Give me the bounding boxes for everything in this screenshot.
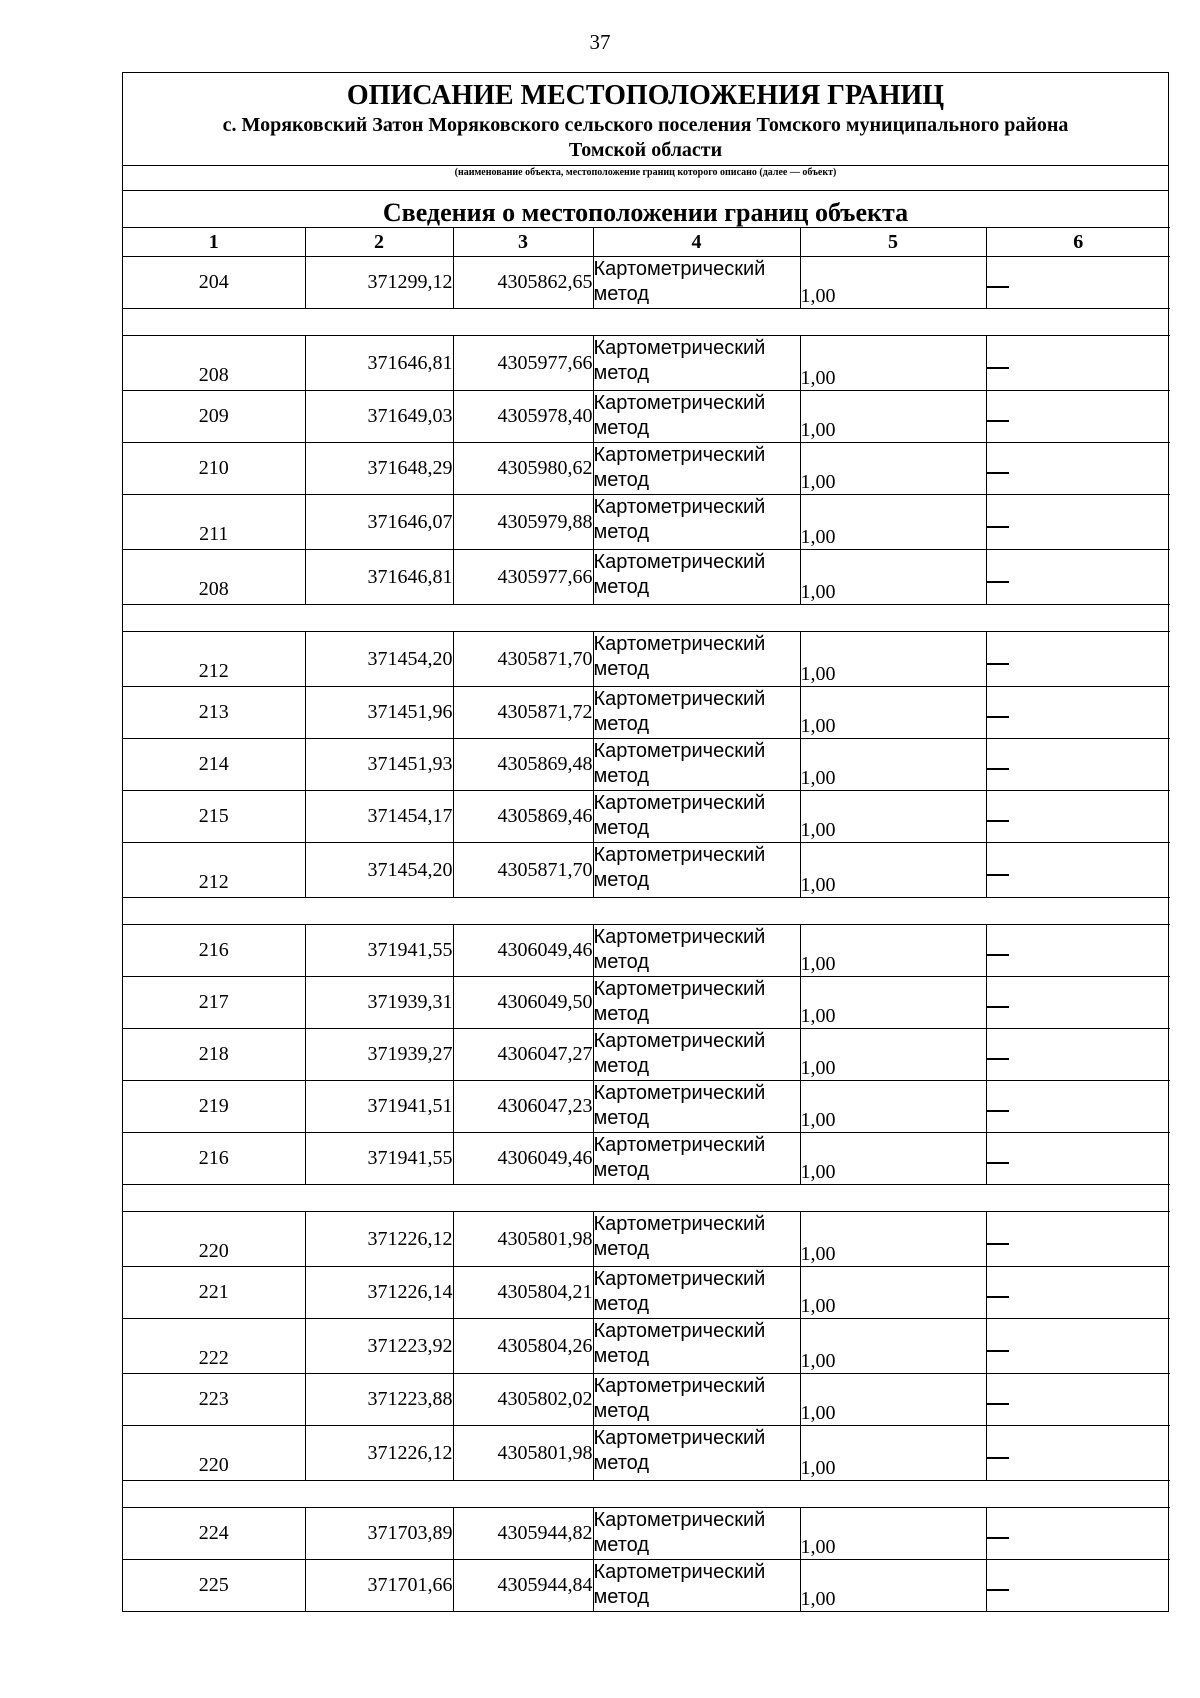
x-coordinate-cell: 371454,20 [305,632,453,687]
accuracy-cell: 1,00 [800,1560,986,1612]
separator-cell [123,898,1170,925]
accuracy-cell: 1,00 [800,550,986,605]
x-coordinate-cell: 371451,96 [305,687,453,739]
method-cell [593,391,800,443]
method-cell [593,791,800,843]
method-line-1: Картометрический [593,844,766,866]
table-row [123,1133,1170,1185]
method-line-1: Картометрический [593,1427,766,1449]
x-coordinate-cell: 371703,89 [305,1508,453,1560]
point-number-cell: 212 [123,632,305,687]
point-number-cell: 223 [123,1374,305,1426]
dash-mark [987,581,1009,583]
method-cell [593,1319,800,1374]
accuracy-cell: 1,00 [800,443,986,495]
y-coordinate-cell: 4305944,82 [453,1508,593,1560]
table-row [123,257,1170,309]
method-line-2: метод [593,417,649,439]
method-line-2: метод [593,469,649,491]
description-cell [986,550,1170,605]
dash-mark [987,1243,1009,1245]
method-line-1: Картометрический [593,688,766,710]
description-cell [986,1029,1170,1081]
dash-mark [987,1403,1009,1405]
method-line-2: метод [593,1534,649,1556]
x-coordinate-cell: 371648,29 [305,443,453,495]
description-cell [986,925,1170,977]
x-coordinate-cell: 371299,12 [305,257,453,309]
method-cell [593,550,800,605]
column-number: 3 [453,228,593,257]
column-number: 1 [123,228,305,257]
accuracy-cell: 1,00 [800,687,986,739]
x-coordinate-cell: 371223,88 [305,1374,453,1426]
dash-mark [987,1350,1009,1352]
method-line-1: Картометрический [593,1320,766,1342]
y-coordinate-cell: 4305804,21 [453,1267,593,1319]
table-row [123,391,1170,443]
method-line-1: Картометрический [593,978,766,1000]
y-coordinate-cell: 4305804,26 [453,1319,593,1374]
subtitle-line-1: с. Моряковский Затон Моряковского сельского поселения Томского муниципального района [222,114,1069,136]
method-line-2: метод [593,576,649,598]
x-coordinate-cell: 371454,20 [305,843,453,898]
point-number-cell: 208 [123,550,305,605]
coordinates-table [123,227,1170,1611]
point-number-cell: 217 [123,977,305,1029]
point-number-cell: 221 [123,1267,305,1319]
section-title: Сведения о местоположении границ объекта [123,190,1168,227]
accuracy-cell: 1,00 [800,791,986,843]
x-coordinate-cell: 371941,55 [305,925,453,977]
x-coordinate-cell: 371223,92 [305,1319,453,1374]
separator-row [123,309,1170,336]
table-row [123,977,1170,1029]
point-number-cell: 209 [123,391,305,443]
accuracy-cell: 1,00 [800,495,986,550]
method-cell [593,1560,800,1612]
dash-mark [987,874,1009,876]
separator-cell [123,1481,1170,1508]
method-line-1: Картометрический [593,337,766,359]
method-cell [593,632,800,687]
table-row [123,687,1170,739]
point-number-cell: 214 [123,739,305,791]
description-cell [986,391,1170,443]
table-row [123,1267,1170,1319]
point-number-cell: 219 [123,1081,305,1133]
document-subtitle [123,113,1168,165]
accuracy-cell: 1,00 [800,925,986,977]
y-coordinate-cell: 4305977,66 [453,550,593,605]
description-cell [986,843,1170,898]
y-coordinate-cell: 4305871,70 [453,632,593,687]
column-number: 2 [305,228,453,257]
description-cell [986,739,1170,791]
separator-row [123,898,1170,925]
accuracy-cell: 1,00 [800,1133,986,1185]
separator-row [123,1481,1170,1508]
accuracy-cell: 1,00 [800,843,986,898]
y-coordinate-cell: 4306047,27 [453,1029,593,1081]
y-coordinate-cell: 4306049,50 [453,977,593,1029]
method-line-2: метод [593,1400,649,1422]
x-coordinate-cell: 371649,03 [305,391,453,443]
method-cell [593,257,800,309]
method-cell [593,739,800,791]
x-coordinate-cell: 371646,07 [305,495,453,550]
method-line-1: Картометрический [593,444,766,466]
dash-mark [987,472,1009,474]
subtitle-line-2: Томской области [568,139,723,161]
y-coordinate-cell: 4306049,46 [453,925,593,977]
description-cell [986,791,1170,843]
table-row [123,791,1170,843]
point-number-cell: 208 [123,336,305,391]
table-row [123,1374,1170,1426]
method-cell [593,1426,800,1481]
table-row [123,1081,1170,1133]
x-coordinate-cell: 371226,12 [305,1426,453,1481]
description-cell [986,1560,1170,1612]
accuracy-cell: 1,00 [800,391,986,443]
method-line-2: метод [593,1055,649,1077]
method-line-1: Картометрический [593,926,766,948]
method-cell [593,443,800,495]
y-coordinate-cell: 4305980,62 [453,443,593,495]
method-line-2: метод [593,658,649,680]
method-line-2: метод [593,1293,649,1315]
dash-mark [987,1058,1009,1060]
dash-mark [987,1006,1009,1008]
point-number-cell: 216 [123,925,305,977]
separator-cell [123,1185,1170,1212]
table-row [123,1212,1170,1267]
coordinates-table-body [123,228,1170,1612]
dash-mark [987,1589,1009,1591]
y-coordinate-cell: 4305979,88 [453,495,593,550]
dash-mark [987,768,1009,770]
column-number: 6 [986,228,1170,257]
method-line-1: Картометрический [593,1268,766,1290]
dash-mark [987,367,1009,369]
table-row [123,495,1170,550]
dash-mark [987,1110,1009,1112]
separator-row [123,605,1170,632]
dash-mark [987,1162,1009,1164]
description-cell [986,257,1170,309]
accuracy-cell: 1,00 [800,1426,986,1481]
method-line-1: Картометрический [593,1375,766,1397]
method-line-1: Картометрический [593,551,766,573]
y-coordinate-cell: 4305977,66 [453,336,593,391]
y-coordinate-cell: 4305978,40 [453,391,593,443]
point-number-cell: 204 [123,257,305,309]
accuracy-cell: 1,00 [800,1081,986,1133]
table-row [123,1508,1170,1560]
x-coordinate-cell: 371226,14 [305,1267,453,1319]
table-row [123,443,1170,495]
table-row [123,925,1170,977]
method-line-2: метод [593,362,649,384]
x-coordinate-cell: 371939,27 [305,1029,453,1081]
y-coordinate-cell: 4305869,46 [453,791,593,843]
method-line-2: метод [593,521,649,543]
method-cell [593,1212,800,1267]
method-line-2: метод [593,817,649,839]
x-coordinate-cell: 371226,12 [305,1212,453,1267]
dash-mark [987,1296,1009,1298]
table-row [123,843,1170,898]
table-row [123,1560,1170,1612]
method-line-1: Картометрический [593,1509,766,1531]
description-cell [986,687,1170,739]
description-cell [986,1374,1170,1426]
x-coordinate-cell: 371646,81 [305,336,453,391]
x-coordinate-cell: 371451,93 [305,739,453,791]
point-number-cell: 216 [123,1133,305,1185]
accuracy-cell: 1,00 [800,632,986,687]
table-row [123,1319,1170,1374]
method-cell [593,843,800,898]
point-number-cell: 220 [123,1212,305,1267]
point-number-cell: 222 [123,1319,305,1374]
table-row [123,739,1170,791]
accuracy-cell: 1,00 [800,1267,986,1319]
accuracy-cell: 1,00 [800,1212,986,1267]
y-coordinate-cell: 4305801,98 [453,1212,593,1267]
dash-mark [987,716,1009,718]
dash-mark [987,663,1009,665]
method-line-1: Картометрический [593,1213,766,1235]
y-coordinate-cell: 4305802,02 [453,1374,593,1426]
method-line-2: метод [593,1452,649,1474]
table-row [123,1426,1170,1481]
accuracy-cell: 1,00 [800,1508,986,1560]
method-line-1: Картометрический [593,392,766,414]
accuracy-cell: 1,00 [800,739,986,791]
description-cell [986,1267,1170,1319]
y-coordinate-cell: 4306047,23 [453,1081,593,1133]
method-line-2: метод [593,283,649,305]
method-line-1: Картометрический [593,740,766,762]
method-cell [593,1081,800,1133]
dash-mark [987,954,1009,956]
y-coordinate-cell: 4305801,98 [453,1426,593,1481]
page-number: 37 [589,30,611,54]
dash-mark [987,420,1009,422]
method-line-1: Картометрический [593,633,766,655]
description-cell [986,336,1170,391]
method-line-2: метод [593,951,649,973]
point-number-cell: 212 [123,843,305,898]
accuracy-cell: 1,00 [800,257,986,309]
method-line-2: метод [593,869,649,891]
method-line-1: Картометрический [593,1134,766,1156]
method-line-1: Картометрический [593,496,766,518]
point-number-cell: 218 [123,1029,305,1081]
object-note: (наименование объекта, местоположение границ которого описано (далее — объект) [123,165,1168,190]
y-coordinate-cell: 4305871,70 [453,843,593,898]
description-cell [986,1426,1170,1481]
point-number-cell: 211 [123,495,305,550]
y-coordinate-cell: 4305871,72 [453,687,593,739]
description-cell [986,632,1170,687]
x-coordinate-cell: 371939,31 [305,977,453,1029]
y-coordinate-cell: 4305862,65 [453,257,593,309]
accuracy-cell: 1,00 [800,336,986,391]
method-line-1: Картометрический [593,1030,766,1052]
x-coordinate-cell: 371701,66 [305,1560,453,1612]
method-line-2: метод [593,1238,649,1260]
method-line-2: метод [593,1159,649,1181]
method-cell [593,1508,800,1560]
method-line-2: метод [593,1345,649,1367]
dash-mark [987,526,1009,528]
x-coordinate-cell: 371941,55 [305,1133,453,1185]
method-line-2: метод [593,713,649,735]
method-cell [593,1133,800,1185]
dash-mark [987,286,1009,288]
description-cell [986,495,1170,550]
method-cell [593,925,800,977]
x-coordinate-cell: 371646,81 [305,550,453,605]
method-line-2: метод [593,1107,649,1129]
point-number-cell: 210 [123,443,305,495]
y-coordinate-cell: 4305869,48 [453,739,593,791]
point-number-cell: 213 [123,687,305,739]
method-line-2: метод [593,1003,649,1025]
method-cell [593,1374,800,1426]
column-number: 4 [593,228,800,257]
dash-mark [987,1457,1009,1459]
description-cell [986,443,1170,495]
table-row [123,1029,1170,1081]
accuracy-cell: 1,00 [800,1029,986,1081]
method-line-1: Картометрический [593,1082,766,1104]
method-line-1: Картометрический [593,792,766,814]
boundary-document [122,72,1169,1612]
point-number-cell: 224 [123,1508,305,1560]
accuracy-cell: 1,00 [800,977,986,1029]
y-coordinate-cell: 4306049,46 [453,1133,593,1185]
method-cell [593,1029,800,1081]
table-row [123,632,1170,687]
point-number-cell: 215 [123,791,305,843]
y-coordinate-cell: 4305944,84 [453,1560,593,1612]
method-line-1: Картометрический [593,1561,766,1583]
accuracy-cell: 1,00 [800,1319,986,1374]
point-number-cell: 225 [123,1560,305,1612]
dash-mark [987,820,1009,822]
table-row [123,336,1170,391]
method-cell [593,336,800,391]
description-cell [986,1081,1170,1133]
method-line-2: метод [593,1586,649,1608]
method-cell [593,977,800,1029]
method-cell [593,1267,800,1319]
method-cell [593,495,800,550]
dash-mark [987,1537,1009,1539]
column-number: 5 [800,228,986,257]
description-cell [986,977,1170,1029]
method-line-1: Картометрический [593,258,766,280]
point-number-cell: 220 [123,1426,305,1481]
separator-row [123,1185,1170,1212]
document-title: ОПИСАНИЕ МЕСТОПОЛОЖЕНИЯ ГРАНИЦ [346,80,945,111]
separator-cell [123,309,1170,336]
method-cell [593,687,800,739]
description-cell [986,1212,1170,1267]
method-line-2: метод [593,765,649,787]
description-cell [986,1133,1170,1185]
table-row [123,550,1170,605]
description-cell [986,1508,1170,1560]
separator-cell [123,605,1170,632]
accuracy-cell: 1,00 [800,1374,986,1426]
x-coordinate-cell: 371454,17 [305,791,453,843]
description-cell [986,1319,1170,1374]
column-number-row [123,228,1170,257]
x-coordinate-cell: 371941,51 [305,1081,453,1133]
